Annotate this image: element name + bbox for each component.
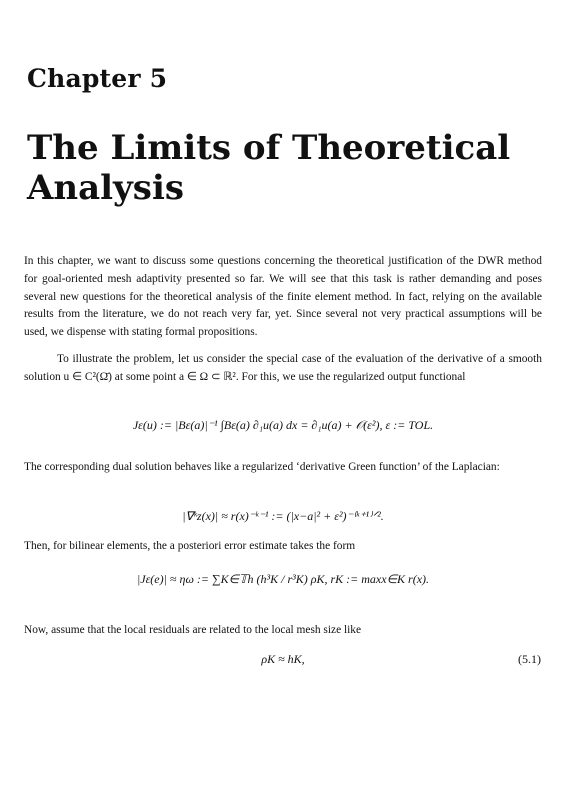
assume-paragraph: Now, assume that the local residuals are related to the local mesh size like (24, 624, 362, 636)
chapter-title: The Limits of Theoretical Analysis (27, 128, 511, 208)
intro-paragraph: In this chapter, we want to discuss some questions concerning the theoretical justification of the DWR method for goal-oriented mesh adaptivity presented so far. We will see that this task is rather demanding and poses several new questions for the theoretical analysis of the finite element method. In fact, relying on the available results from the literature, we do not reach very far, yet. Since several not very practical assumptions will be used, we dispense with stating formal propositions. (24, 255, 542, 339)
dual-paragraph: The corresponding dual solution behaves like a regularized ‘derivative Green function’ of the Laplacian: (24, 461, 500, 473)
error-estimate-equation: |Jε(e)| ≈ ηω := ∑K∈𝕋h (h³K / r³K) ρK, rK := maxx∈K r(x). (136, 572, 430, 586)
illustrate-paragraph: To illustrate the problem, let us consider the special case of the evaluation of the derivative of a smooth solution u ∈ C²(Ω̄) at some point a ∈ Ω ⊂ ℝ². For this, we use the regularized output functional (24, 353, 542, 383)
equation-number: (5.1) (518, 652, 541, 666)
functional-equation: Jε(u) := |Bε(a)|⁻¹ ∫Bε(a) ∂₁u(a) dx = ∂₁u(a) + 𝒪(ε²), ε := TOL. (132, 418, 434, 432)
green-function-equation: |∇ᵏz(x)| ≈ r(x)⁻ᵏ⁻¹ := (|x−a|² + ε²)⁻⁽ᵏ⁺¹⁾ᐟ². (182, 509, 384, 523)
chapter-label: Chapter 5 (27, 64, 168, 93)
residual-equation: ρK ≈ hK, (261, 652, 305, 666)
bilinear-paragraph: Then, for bilinear elements, the a posteriori error estimate takes the form (24, 540, 356, 552)
